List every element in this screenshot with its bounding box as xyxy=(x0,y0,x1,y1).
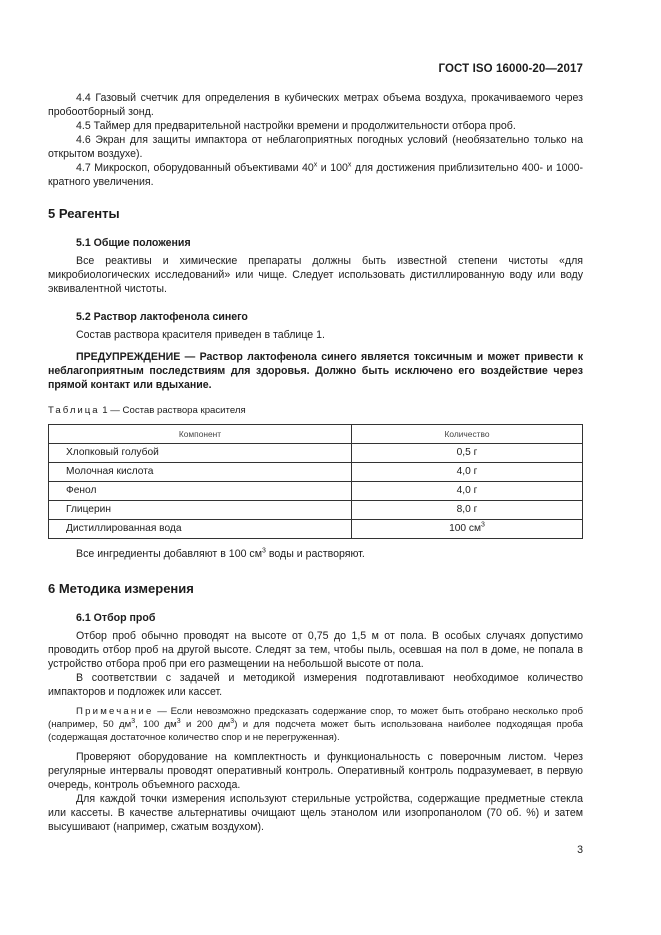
table-row xyxy=(49,463,583,482)
table-row xyxy=(49,482,583,501)
page-number: 3 xyxy=(577,844,583,856)
standard-header: ГОСТ ISO 16000-20—2017 xyxy=(438,63,583,75)
quantity-cell: 8,0 г xyxy=(352,501,583,520)
component-cell: Дистиллированная вода xyxy=(49,520,352,539)
item-4-7: 4.7 Микроскоп, оборудованный объективами $40^х$ и $100^х$ для достижения приблизительно 400- и 1000-кратного увеличения. xyxy=(48,161,584,188)
table-row xyxy=(49,444,583,463)
quantity-cell: 0,5 г xyxy=(352,444,583,463)
section-5-2-text: Состав раствора красителя приведен в таблице 1. xyxy=(76,329,325,341)
component-cell: Глицерин xyxy=(49,501,352,520)
section-6-1-paragraph-1: Отбор проб обычно проводят на высоте от 0,75 до 1,5 м от пола. В особых случаях допустимо проводить отбор проб на другой высоте. Следят за тем, чтобы пыль, осевшая на пол в доме, не попала в устройство отбора проб при его размещении на небольшой высоте от пола. xyxy=(48,630,583,670)
page-content xyxy=(48,91,583,834)
section-5-1-title: 5.1 Общие положения xyxy=(76,237,191,249)
table-caption: Таблица 1 — Состав раствора красителя xyxy=(48,405,246,416)
section-5-1-text: Все реактивы и химические препараты должны быть известной степени чистоты «для микробиологических исследований» или чище. Следует использовать дистиллированную воду или воду эквивалентной чистоты. xyxy=(48,255,583,295)
quantity-cell: 4,0 г xyxy=(352,463,583,482)
section-6-1-paragraph-3: Проверяют оборудование на комплектность и функциональность с поверочным листом. Через регулярные интервалы проводят оперативный контроль. Оперативный контроль подразумевает, в первую очередь, контроль объемного расхода. xyxy=(48,751,583,791)
item-4-6: 4.6 Экран для защиты импактора от неблагоприятных погодных условий (необязательно только на открытом воздухе). xyxy=(48,134,583,160)
section-6-1-paragraph-2: В соответствии с задачей и методикой измерения подготавливают необходимое количество импакторов и подложек или кассет. xyxy=(48,672,583,698)
column-header-quantity: Количество xyxy=(352,425,583,444)
column-header-component: Компонент xyxy=(49,425,352,444)
section-5-2-title: 5.2 Раствор лактофенола синего xyxy=(76,311,248,323)
table-row xyxy=(49,501,583,520)
warning-text: ПРЕДУПРЕЖДЕНИЕ — Раствор лактофенола синего является токсичным и может привести к неблагоприятным последствиям для здоровья. Должно быть исключено его воздействие через прямой контакт или вдыхание. xyxy=(48,351,583,391)
section-6-1-paragraph-4: Для каждой точки измерения используют стерильные устройства, содержащие предметные стекла или кассеты. В качестве альтернативы очищают щель этанолом или изопропанолом (70 об. %) и затем высушивают (например, сжатым воздухом). xyxy=(48,793,583,833)
component-cell: Молочная кислота xyxy=(49,463,352,482)
quantity-cell: 4,0 г xyxy=(352,482,583,501)
note: Примечание — Если невозможно предсказать содержание спор, то может быть отобрано несколько проб (например, 50 $дм^3$, 100 $дм^3$ и 200 $дм^3$) и для подсчета может быть использована наиболее подходящая проба (содержащая достаточное количество спор и не перегруженная). xyxy=(48,706,583,743)
table-after-text: Все ингредиенты добавляют в 100 $см^3$ воды и растворяют. xyxy=(76,547,365,560)
component-cell: Хлопковый голубой xyxy=(49,444,352,463)
item-4-5: 4.5 Таймер для предварительной настройки времени и продолжительности отбора проб. xyxy=(76,120,516,132)
section-6-1-title: 6.1 Отбор проб xyxy=(76,612,156,624)
reagent-table xyxy=(48,424,583,539)
quantity-cell: 100 $см^3$ xyxy=(352,520,583,539)
section-5-title: 5 Реагенты xyxy=(48,206,120,221)
section-6-title: 6 Методика измерения xyxy=(48,581,194,596)
item-4-4: 4.4 Газовый счетчик для определения в кубических метрах объема воздуха, прокачиваемого через пробоотборный зонд. xyxy=(48,92,583,118)
component-cell: Фенол xyxy=(49,482,352,501)
table-row xyxy=(49,520,583,539)
